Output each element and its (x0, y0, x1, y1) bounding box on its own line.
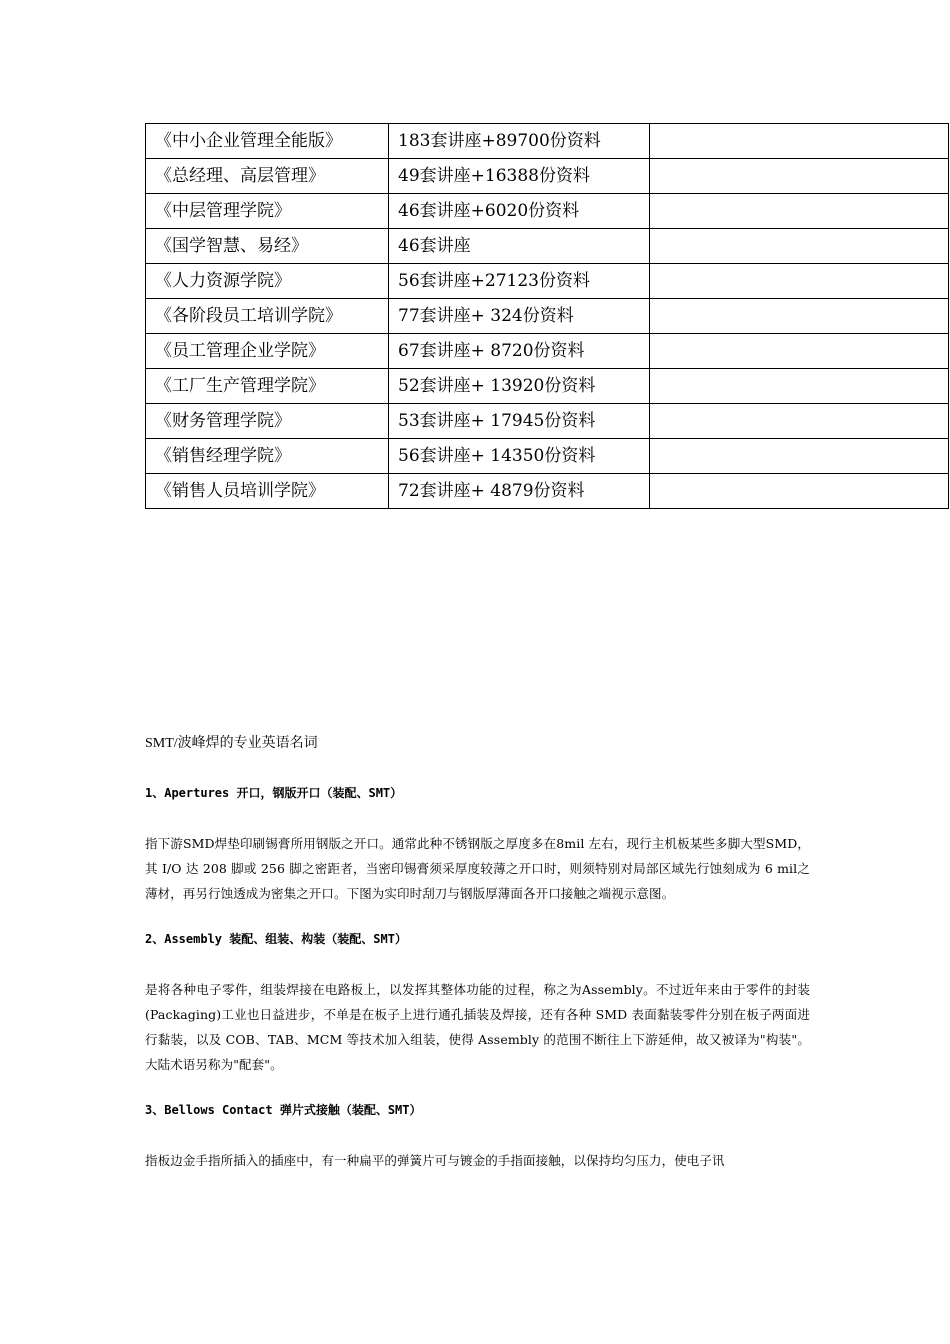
course-content-cell (389, 229, 650, 264)
course-content-cell-text: 77套讲座+ 324份资料 (398, 306, 574, 326)
course-content-cell-text: 56套讲座+27123份资料 (398, 271, 590, 291)
course-name-cell (146, 124, 389, 159)
course-name-cell (146, 264, 389, 299)
course-content-cell-text: 49套讲座+16388份资料 (398, 166, 590, 186)
table-row (146, 439, 949, 474)
catalog-table-container (145, 123, 949, 509)
course-note-cell (650, 264, 949, 299)
course-name-cell (146, 334, 389, 369)
course-content-cell (389, 369, 650, 404)
table-row (146, 229, 949, 264)
course-note-cell (650, 369, 949, 404)
table-row (146, 159, 949, 194)
course-content-cell-text: 46套讲座 (398, 236, 471, 256)
course-name-cell-text: 《财务管理学院》 (155, 411, 291, 431)
table-row (146, 334, 949, 369)
course-name-cell-text: 《销售经理学院》 (155, 446, 291, 466)
course-name-cell (146, 299, 389, 334)
course-content-cell-text: 72套讲座+ 4879份资料 (398, 481, 585, 501)
course-name-cell (146, 474, 389, 509)
table-row (146, 474, 949, 509)
course-name-cell-text: 《员工管理企业学院》 (155, 341, 325, 361)
course-name-cell-text: 《人力资源学院》 (155, 271, 291, 291)
course-name-cell-text: 《中小企业管理全能版》 (155, 131, 342, 151)
course-content-cell-text: 183套讲座+89700份资料 (398, 131, 601, 151)
table-row (146, 369, 949, 404)
course-name-cell (146, 159, 389, 194)
catalog-table (145, 123, 949, 509)
course-content-cell (389, 124, 650, 159)
course-name-cell (146, 439, 389, 474)
course-content-cell-text: 56套讲座+ 14350份资料 (398, 446, 596, 466)
course-content-cell (389, 159, 650, 194)
course-content-cell-text: 53套讲座+ 17945份资料 (398, 411, 596, 431)
course-name-cell (146, 404, 389, 439)
table-row (146, 264, 949, 299)
course-note-cell (650, 299, 949, 334)
course-name-cell-text: 《国学智慧、易经》 (155, 236, 308, 256)
main-content (145, 733, 810, 1195)
section-title: SMT/波峰焊的专业英语名词 (145, 736, 318, 751)
course-content-cell-text: 52套讲座+ 13920份资料 (398, 376, 596, 396)
course-content-cell (389, 194, 650, 229)
course-content-cell-text: 46套讲座+6020份资料 (398, 201, 580, 221)
term-description: 指板边金手指所插入的插座中，有一种扁平的弹簧片可与镀金的手指面接触，以保持均匀压力，使电子讯 (145, 1153, 725, 1168)
course-content-cell (389, 264, 650, 299)
table-row (146, 404, 949, 439)
table-row (146, 299, 949, 334)
course-content-cell (389, 334, 650, 369)
course-name-cell-text: 《各阶段员工培训学院》 (155, 306, 342, 326)
course-note-cell (650, 439, 949, 474)
term-heading: 2、Assembly 装配、组装、构装（装配、SMT） (145, 932, 407, 946)
course-note-cell (650, 159, 949, 194)
course-content-cell-text: 67套讲座+ 8720份资料 (398, 341, 585, 361)
course-name-cell-text: 《中层管理学院》 (155, 201, 291, 221)
term-description: 是将各种电子零件，组装焊接在电路板上，以发挥其整体功能的过程，称之为Assembly。不过近年来由于零件的封装(Packaging)工业也日益进步，不单是在板子上进行通孔插装及焊接，还有各种 SMD 表面黏装零件分别在板子两面进行黏装，以及 COB、TAB、MCM 等技术加入组装，使得 Assembly 的范围不断往上下游延伸，故又被译为"构装"。大陆术语另称为"配套"。 (145, 982, 810, 1072)
term-description: 指下游SMD焊垫印刷锡膏所用钢版之开口。通常此种不锈钢版之厚度多在8mil 左右，现行主机板某些多脚大型SMD，其 I/O 达 208 脚或 256 脚之密距者，当密印锡膏须采厚度较薄之开口时，则须特别对局部区域先行蚀刻成为 6 mil之薄材，再另行蚀透成为密集之开口。下图为实印时刮刀与钢版厚薄面各开口接触之端视示意图。 (145, 836, 810, 901)
course-name-cell-text: 《工厂生产管理学院》 (155, 376, 325, 396)
course-note-cell (650, 404, 949, 439)
course-note-cell (650, 229, 949, 264)
course-note-cell (650, 124, 949, 159)
term-heading: 3、Bellows Contact 弹片式接触（装配、SMT） (145, 1103, 422, 1117)
course-note-cell (650, 474, 949, 509)
course-name-cell-text: 《总经理、高层管理》 (155, 166, 325, 186)
course-name-cell (146, 369, 389, 404)
course-name-cell-text: 《销售人员培训学院》 (155, 481, 325, 501)
course-content-cell (389, 439, 650, 474)
term-heading: 1、Apertures 开口，钢版开口（装配、SMT） (145, 786, 403, 800)
course-note-cell (650, 334, 949, 369)
course-note-cell (650, 194, 949, 229)
course-content-cell (389, 404, 650, 439)
course-name-cell (146, 229, 389, 264)
course-content-cell (389, 474, 650, 509)
table-row (146, 194, 949, 229)
course-name-cell (146, 194, 389, 229)
table-row (146, 124, 949, 159)
course-content-cell (389, 299, 650, 334)
